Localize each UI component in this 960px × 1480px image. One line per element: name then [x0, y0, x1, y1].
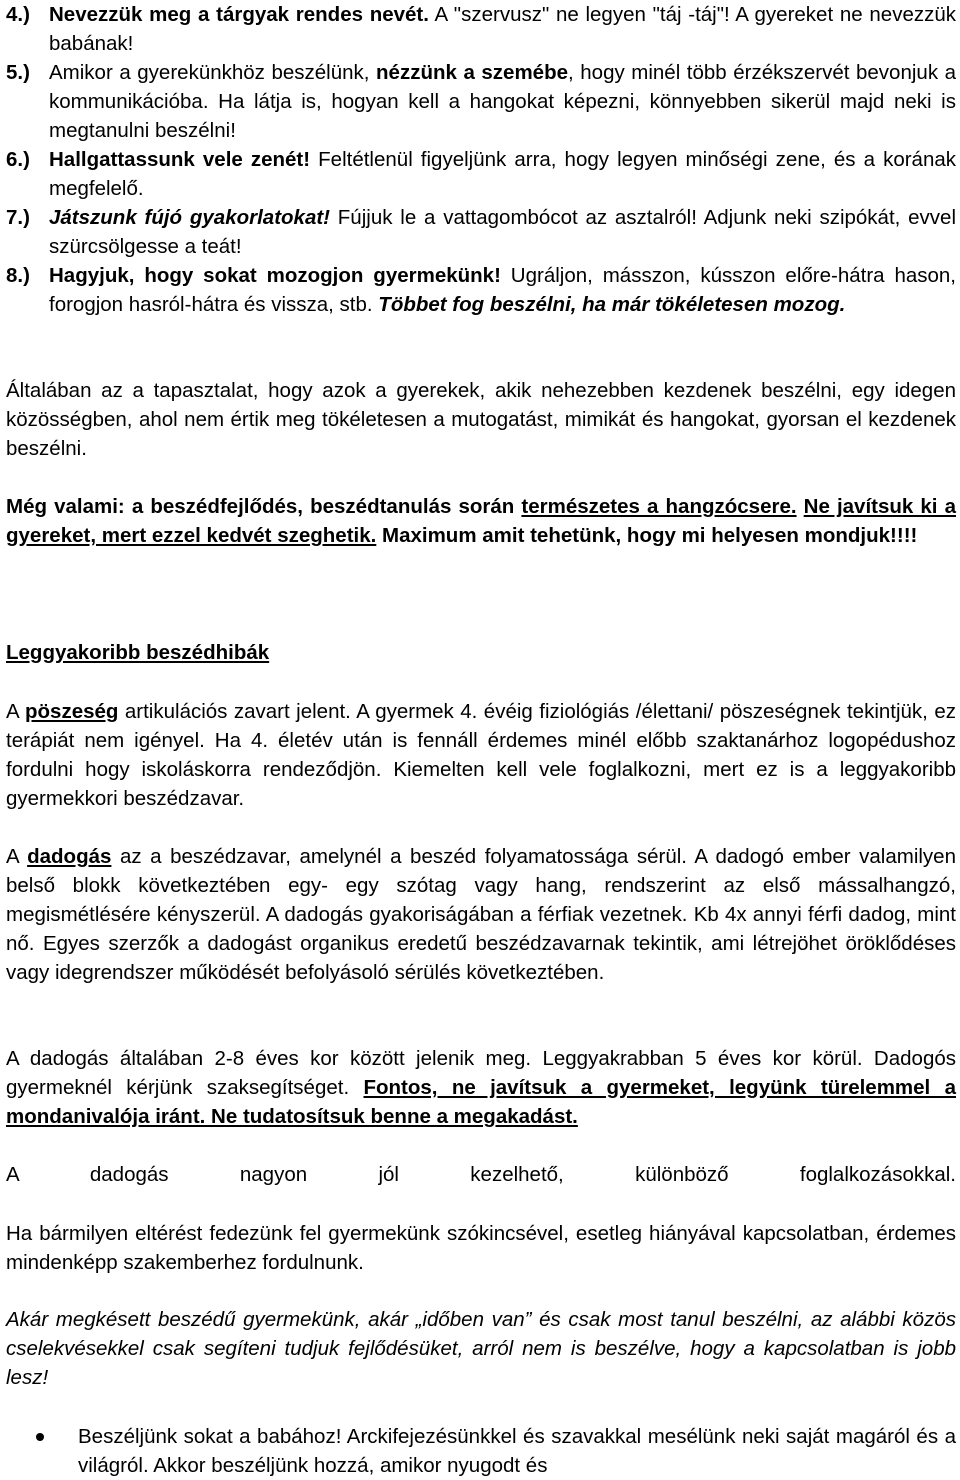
- bullet-item: [36, 1422, 956, 1480]
- dadogas-treatment-paragraph: A dadogás nagyon jól kezelhető, különböző foglalkozásokkal.: [6, 1163, 956, 1186]
- item-number: 4.): [6, 3, 30, 26]
- item-number: 8.): [6, 264, 30, 287]
- item-heading: Hallgattassunk vele zenét!: [49, 148, 311, 171]
- list-item: [6, 261, 956, 348]
- tips-list: [6, 0, 956, 348]
- term-dadogas: dadogás: [27, 845, 112, 868]
- item-heading: Nevezzük meg a tárgyak rendes nevét.: [49, 3, 429, 26]
- list-item: [6, 145, 956, 203]
- item-heading: Játszunk fújó gyakorlatokat!: [49, 206, 330, 229]
- item-emphasis: nézzünk a szemébe: [376, 61, 569, 84]
- list-item: [6, 58, 956, 145]
- italic-note-paragraph: Akár megkésett beszédű gyermekünk, akár „időben van” és csak most tanul beszélni, az alábbi közös cselekvésekkel csak segíteni tudjuk fejlődésüket, arról nem is beszélve, hogy a kapcsolatban is jobb lesz!: [6, 1308, 956, 1389]
- item-number: 7.): [6, 206, 30, 229]
- experience-paragraph: Általában az a tapasztalat, hogy azok a gyerekek, akik nehezebben kezdenek beszélni, egy idegen közösségben, ahol nem értik meg tökéletesen a mutogatást, mimikát és hangokat, gyorsan el kezdenek beszélni.: [6, 379, 956, 460]
- section-heading: Leggyakoribb beszédhibák: [6, 641, 270, 664]
- item-heading: Hagyjuk, hogy sokat mozogjon gyermekünk!: [49, 264, 501, 287]
- item-text: Fújjuk le a vattagombócot az asztalról! Adjunk neki szipókát, evvel szürcsölgesse a teát!: [49, 206, 956, 258]
- paragraph-text: A dadogás általában 2-8 éves kor között jelenik meg. Leggyakrabban 5 éves kor körül. Dadogós gyermeknél kérjünk szaksegítséget.: [6, 1047, 956, 1099]
- item-number: 5.): [6, 61, 30, 84]
- item-text: Ugráljon, másszon, kússzon előre-hátra hason, forogjon hasról-hátra és vissza, stb.: [49, 264, 956, 316]
- paragraph-text: A: [6, 845, 28, 868]
- dadogas-paragraph: [6, 842, 956, 987]
- note-underlined: természetes a hangzócsere.: [521, 495, 797, 518]
- list-item: [6, 0, 956, 58]
- item-number: 6.): [6, 148, 30, 171]
- note-text: Maximum amit tehetünk, hogy mi helyesen mondjuk!!!!: [376, 524, 918, 547]
- note-underlined: Ne javítsuk ki a gyereket, mert ezzel kedvét szeghetik.: [6, 495, 957, 547]
- dadogas-onset-paragraph: [6, 1044, 956, 1131]
- item-text: Amikor a gyerekünkhöz beszélünk,: [49, 61, 377, 84]
- paragraph-text: az a beszédzavar, amelynél a beszéd folyamatossága sérül. A dadogó ember valamilyen belső blokk következtében egy- egy szótag vagy hang, rendszerint az első mássalhangzó, megismétlésére kényszerül. A dadogás gyakoriságában a férfiak vezetnek. Kb 4x annyi férfi dadog, mint nő. Egyes szerzők a dadogást organikus eredetű beszédzavarnak tekintik, ami létrejöhet öröklődéses vagy idegrendszer működését befolyásoló sérülés következtében.: [6, 845, 956, 984]
- vocabulary-paragraph: Ha bármilyen eltérést fedezünk fel gyermekünk szókincsével, esetleg hiányával kapcsolatban, érdemes mindenképp szakemberhez fordulnunk.: [6, 1222, 956, 1274]
- bullet-icon: [36, 1433, 44, 1441]
- item-text: , hogy minél több érzékszervét bevonjuk a kommunikációba. Ha látja is, hogyan kell a hangokat képezni, könnyebben sikerül majd neki is megtanulni beszélni!: [49, 61, 957, 142]
- bullet-text: Beszéljünk sokat a babához! Arckifejezésünkkel és szavakkal mesélünk neki saját magáról és a világról. Akkor beszéljünk hozzá, amikor nyugodt és: [78, 1425, 956, 1477]
- paragraph-text: A: [6, 700, 25, 723]
- item-text: Feltétlenül figyeljünk arra, hogy legyen minőségi zene, és a korának megfelelő.: [49, 148, 957, 200]
- poszeseg-paragraph: [6, 697, 956, 813]
- list-item: [6, 203, 956, 261]
- note-text: Még valami: a beszédfejlődés, beszédtanulás során: [6, 495, 522, 518]
- note-paragraph: [6, 492, 956, 550]
- item-text: A "szervusz" ne legyen "táj -táj"! A gyereket ne nevezzük babának!: [49, 3, 956, 55]
- note-space: [797, 495, 804, 518]
- advice-emphasis: Fontos, ne javítsuk a gyermeket, legyünk türelemmel a mondanivalója iránt. Ne tudatosítsuk benne a megakadást.: [6, 1076, 956, 1128]
- term-poszeseg: pöszeség: [25, 700, 119, 723]
- paragraph-text: artikulációs zavart jelent. A gyermek 4. évéig fiziológiás /élettani/ pöszeségnek tekintjük, ez terápiát nem igényel. Ha 4. életév után is fennáll érdemes minél előbb szaktanárhoz logopédushoz fordulni hogy iskoláskorra rendeződjön. Kiemelten kell vele foglalkozni, mert ez is a leggyakoribb gyermekkori beszédzavar.: [6, 700, 956, 810]
- item-emphasis: Többet fog beszélni, ha már tökéletesen mozog.: [378, 293, 846, 316]
